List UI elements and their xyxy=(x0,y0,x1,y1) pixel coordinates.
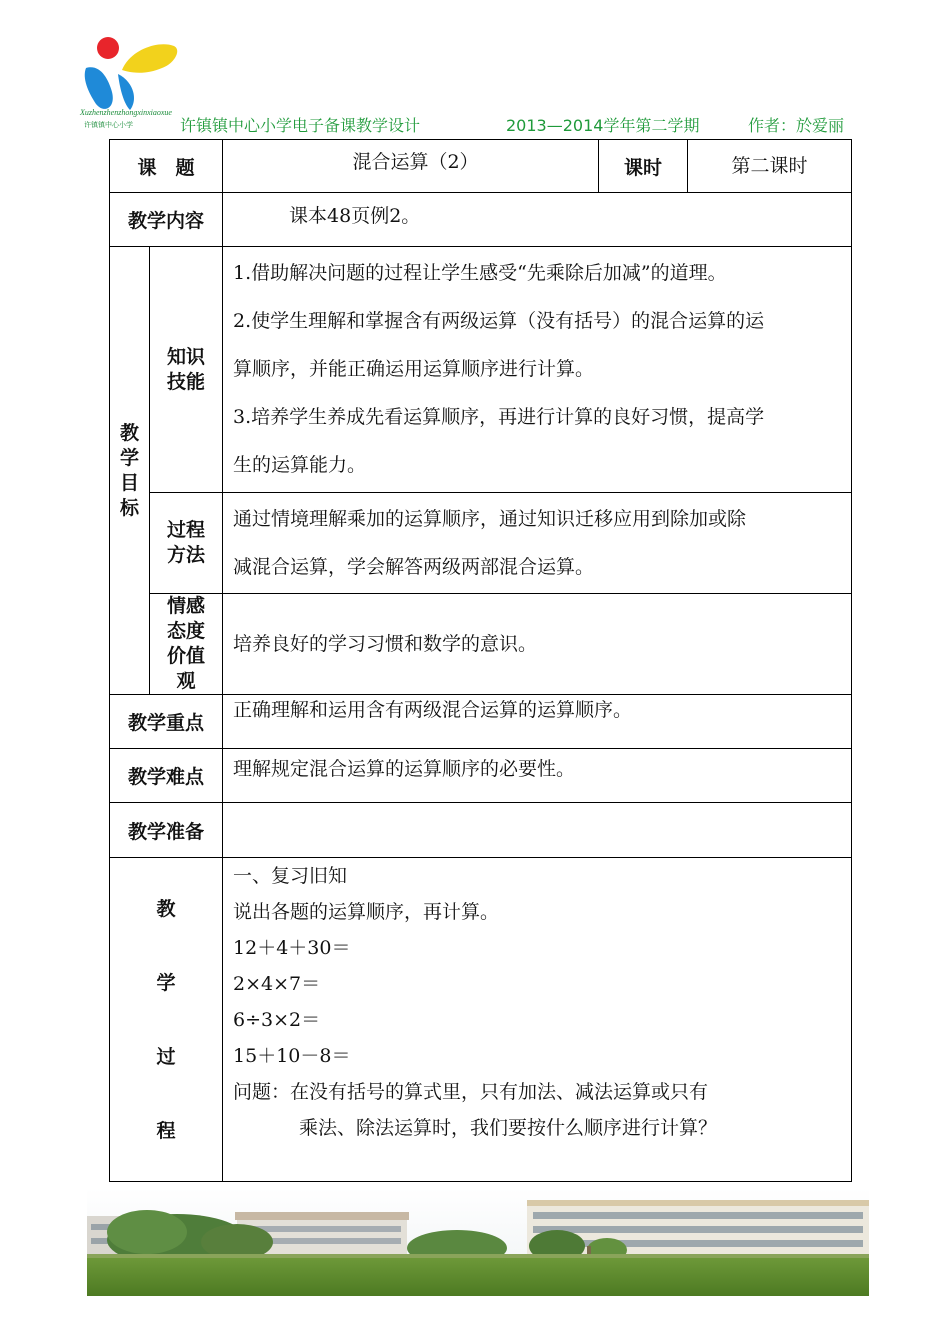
goals-label xyxy=(110,247,150,695)
attitude-label-line: 态度 xyxy=(167,620,206,642)
attitude-label xyxy=(150,594,223,695)
school-title: 许镇镇中心小学电子备课教学设计 xyxy=(180,116,421,135)
difficulty-row xyxy=(110,749,852,803)
process-line: 一、复习旧知 xyxy=(233,865,348,887)
author: 作者：於爱丽 xyxy=(748,116,845,135)
process-label-char: 教 xyxy=(156,897,176,920)
process-label-char: 学 xyxy=(156,971,176,994)
process-line: 6÷3×2＝ xyxy=(233,1009,321,1031)
process-line: 12＋4＋30＝ xyxy=(233,937,351,959)
knowledge-line: 2.使学生理解和掌握含有两级运算（没有括号）的混合运算的运 xyxy=(233,310,765,332)
goals-label-char: 学 xyxy=(119,446,139,469)
page-header xyxy=(180,113,870,137)
process-line: 15＋10－8＝ xyxy=(233,1045,351,1067)
topic-value: 混合运算（2） xyxy=(223,140,599,193)
difficulty-value: 理解规定混合运算的运算顺序的必要性。 xyxy=(223,749,852,803)
difficulty-label: 教学难点 xyxy=(110,749,223,803)
attitude-row xyxy=(110,594,852,695)
knowledge-label-line: 知识 xyxy=(167,345,206,368)
key-label: 教学重点 xyxy=(110,695,223,749)
goals-label-char: 教 xyxy=(119,421,139,444)
content-value: 课本48页例2。 xyxy=(223,193,852,247)
prep-row xyxy=(110,803,852,858)
process-line: 说出各题的运算顺序，再计算。 xyxy=(233,901,500,923)
period-value: 第二课时 xyxy=(688,140,852,193)
logo-school-name: 许镇镇中心小学 xyxy=(84,121,133,129)
topic-row xyxy=(110,140,852,193)
process-method-label xyxy=(150,493,223,594)
process-method-line: 减混合运算，学会解答两级两部混合运算。 xyxy=(233,556,595,578)
knowledge-label xyxy=(150,247,223,493)
process-label xyxy=(110,858,223,1182)
knowledge-content xyxy=(223,247,852,493)
attitude-value: 培养良好的学习习惯和数学的意识。 xyxy=(223,594,852,695)
process-method-line: 通过情境理解乘加的运算顺序，通过知识迁移应用到除加或除 xyxy=(233,508,747,530)
attitude-label-line: 价值 xyxy=(167,645,206,667)
goals-label-char: 目 xyxy=(119,471,139,494)
process-row xyxy=(110,858,852,1182)
campus-photo xyxy=(87,1188,869,1296)
goals-label-char: 标 xyxy=(119,496,139,519)
content-row xyxy=(110,193,852,247)
process-content xyxy=(223,858,852,1182)
process-label-char: 程 xyxy=(156,1119,176,1142)
key-row xyxy=(110,695,852,749)
process-line: 乘法、除法运算时，我们要按什么顺序进行计算？ xyxy=(299,1117,718,1139)
knowledge-line: 算顺序，并能正确运用运算顺序进行计算。 xyxy=(233,358,595,380)
process-method-label-line: 方法 xyxy=(167,544,206,566)
knowledge-line: 生的运算能力。 xyxy=(233,454,367,476)
attitude-label-line: 情感 xyxy=(167,595,206,617)
process-line: 2×4×7＝ xyxy=(233,973,321,995)
school-term: 2013—2014学年第二学期 xyxy=(506,116,700,135)
knowledge-row xyxy=(110,247,852,493)
attitude-label-line: 观 xyxy=(176,670,196,692)
process-line: 问题：在没有括号的算式里，只有加法、减法运算或只有 xyxy=(233,1081,709,1103)
period-label: 课时 xyxy=(599,140,688,193)
key-value: 正确理解和运用含有两级混合运算的运算顺序。 xyxy=(223,695,852,749)
prep-value xyxy=(223,803,852,858)
logo-pinyin: Xuzhenzhenzhongxinxiaoxue xyxy=(80,108,172,117)
knowledge-line: 3.培养学生养成先看运算顺序，再进行计算的良好习惯，提高学 xyxy=(233,406,765,428)
knowledge-label-line: 技能 xyxy=(167,370,206,393)
topic-label: 课 题 xyxy=(110,140,223,193)
process-method-content xyxy=(223,493,852,594)
process-method-row xyxy=(110,493,852,594)
lesson-plan-table xyxy=(109,139,852,1182)
prep-label: 教学准备 xyxy=(110,803,223,858)
process-method-label-line: 过程 xyxy=(167,519,206,541)
content-label: 教学内容 xyxy=(110,193,223,247)
process-label-char: 过 xyxy=(156,1045,176,1068)
knowledge-line: 1.借助解决问题的过程让学生感受“先乘除后加减”的道理。 xyxy=(233,262,727,284)
